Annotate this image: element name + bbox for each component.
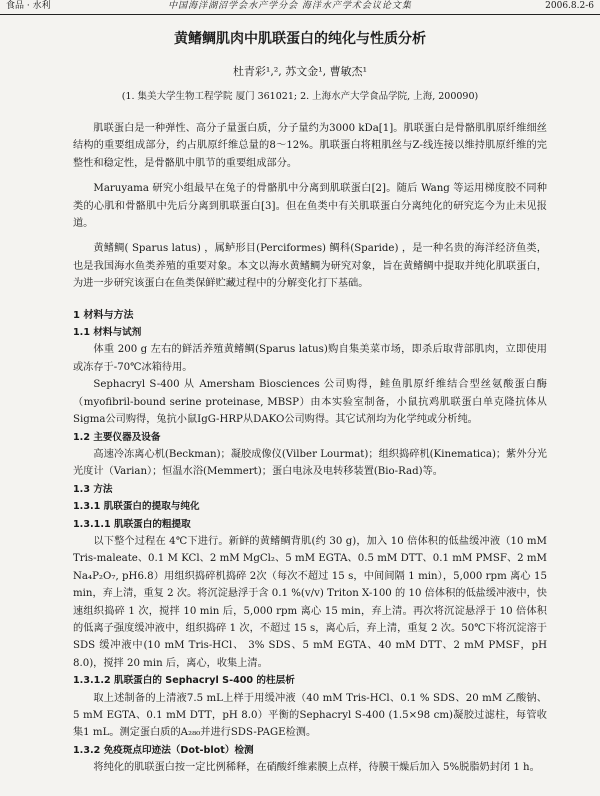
- intro-paragraph-1: 肌联蛋白是一种弹性、高分子量蛋白质，分子量约为3000 kDa[1]。肌联蛋白是骨骼肌肌原纤维细丝结构的重要组成部分，约占肌原纤维总量的8～12%。肌联蛋白将粗肌丝与Z-线连接以维持肌原纤维的完整性和稳定性，是骨骼肌中肌节的重要组成部分。: [73, 123, 547, 169]
- affiliation: (1. 集美大学生物工程学院 厦门 361021; 2. 上海水产大学食品学院, 上海, 200090): [121, 91, 479, 102]
- section-heading-1-2: 1.2 主要仪器及设备: [73, 431, 161, 443]
- dot-blot-paragraph: 将纯化的肌联蛋白按一定比例稀释，在硝酸纤维素膜上点样，待膜干燥后加入 5%脱脂奶封闭 1 h。: [93, 762, 540, 774]
- authors: 杜青彩¹,², 苏文金¹, 曹敏杰¹: [232, 65, 368, 78]
- paper-title: 黄鳍鲷肌肉中肌联蛋白的纯化与性质分析: [174, 31, 426, 47]
- section-heading-1-3: 1.3 方法: [73, 483, 113, 495]
- header-center: 中国海洋湖沼学会水产学分会 海洋水产学术会议论文集: [168, 1, 412, 11]
- section-heading-1-3-2: 1.3.2 免疫斑点印迹法（Dot-blot）检测: [73, 744, 254, 756]
- paper-body: [73, 120, 547, 777]
- section-heading-1: 1 材料与方法: [73, 309, 134, 321]
- section-heading-1-3-1: 1.3.1 肌联蛋白的提取与纯化: [73, 501, 200, 513]
- equipment-paragraph: 高速冷冻离心机(Beckman)；凝胶成像仪(Vilber Lourmat)；组织捣碎机(Kinematica)；紫外分光光度计（Varian）；恒温水浴(Memmert)；蛋白电泳及电转移装置(Bio-Rad)等。: [73, 448, 547, 478]
- running-header: [0, 0, 600, 15]
- chromatography-paragraph: 取上述制备的上清液7.5 mL上样于用缓冲液（40 mM Tris-HCl、0.1 % SDS、20 mM 乙酸钠、5 mM EGTA、0.1 mM DTT，pH 8.0）平衡的Sephacryl S-400 (1.5×98 cm)凝胶过滤柱，每管收集1 mL。测定蛋白质的A₂₈₀并进行SDS-PAGE检测。: [73, 692, 547, 739]
- header-right: 2006.8.2-6: [545, 1, 594, 11]
- section-heading-1-1: 1.1 材料与试剂: [73, 327, 142, 339]
- intro-paragraph-3: 黄鳍鲷( Sparus latus) ，属鲈形目(Perciformes) 鲷科(Sparide) ，是一种名贵的海洋经济鱼类，也是我国海水鱼类养殖的重要对象。本文以海水黄鳍鲷为研究对象，旨在黄鳍鲷中提取并纯化肌联蛋白，为进一步研究该蛋白在鱼类保鲜贮藏过程中的分解变化打下基础。: [73, 243, 547, 290]
- section-heading-1-3-1-1: 1.3.1.1 肌联蛋白的粗提取: [73, 518, 191, 530]
- section-heading-1-3-1-2: 1.3.1.2 肌联蛋白的 Sephacryl S-400 的柱层析: [73, 675, 295, 687]
- materials-paragraph-1: 体重 200 g 左右的鲜活养殖黄鳍鲷(Sparus latus)购自集美菜市场，即杀后取背部肌肉，立即使用或冻存于-70℃冰箱待用。: [73, 344, 547, 373]
- header-left: 食品 · 水利: [6, 1, 51, 11]
- intro-paragraph-2: Maruyama 研究小组最早在兔子的骨骼肌中分离到肌联蛋白[2]。随后 Wang 等运用梯度胶不同种类的心肌和骨骼肌中先后分离到肌联蛋白[3]。但在鱼类中有关肌联蛋白分离纯化的研究迄今为止未见报道。: [73, 183, 547, 230]
- materials-paragraph-2: Sephacryl S-400 从 Amersham Biosciences 公司购得，鲑鱼肌原纤维结合型丝氨酸蛋白酶（myofibril-bound serine proteinase, MBSP）由本实验室制备，小鼠抗鸡肌联蛋白单克隆抗体从Sigma公司购得，兔抗小鼠IgG-HRP从DAKO公司购得。其它试剂均为化学纯或分析纯。: [73, 379, 547, 426]
- extraction-paragraph: 以下整个过程在 4℃下进行。新鲜的黄鳍鲷背肌(约 30 g)，加入 10 倍体积的低盐缓冲液（10 mM Tris-maleate、0.1 M KCl、2 mM MgCl₂、5 mM EGTA、0.5 mM DTT、0.1 mM PMSF、2 mM Na₄P₂O₇, pH6.8）用组织捣碎机捣碎 2次（每次不超过 15 s，中间间隔 1 min），5,000 rpm 离心 15 min，弃上清，重复 2 次。将沉淀悬浮于含 0.1 %(v/v) Triton X-100 的 10 倍体积的低盐缓冲液中，快速组织捣碎 1 次，搅拌 10 min 后，5,000 rpm 离心 15 min，弃上清。再次将沉淀悬浮于 10 倍体积的低离子强度缓冲液中，组织捣碎 1 次，不超过 15 s，离心后，弃上清，重复 2 次。50℃下将沉淀溶于 SDS 缓冲液中(10 mM Tris-HCl、 3% SDS、5 mM EGTA、40 mM DTT、2 mM PMSF，pH 8.0)，搅拌 20 min 后，离心，收集上清。: [73, 535, 547, 669]
